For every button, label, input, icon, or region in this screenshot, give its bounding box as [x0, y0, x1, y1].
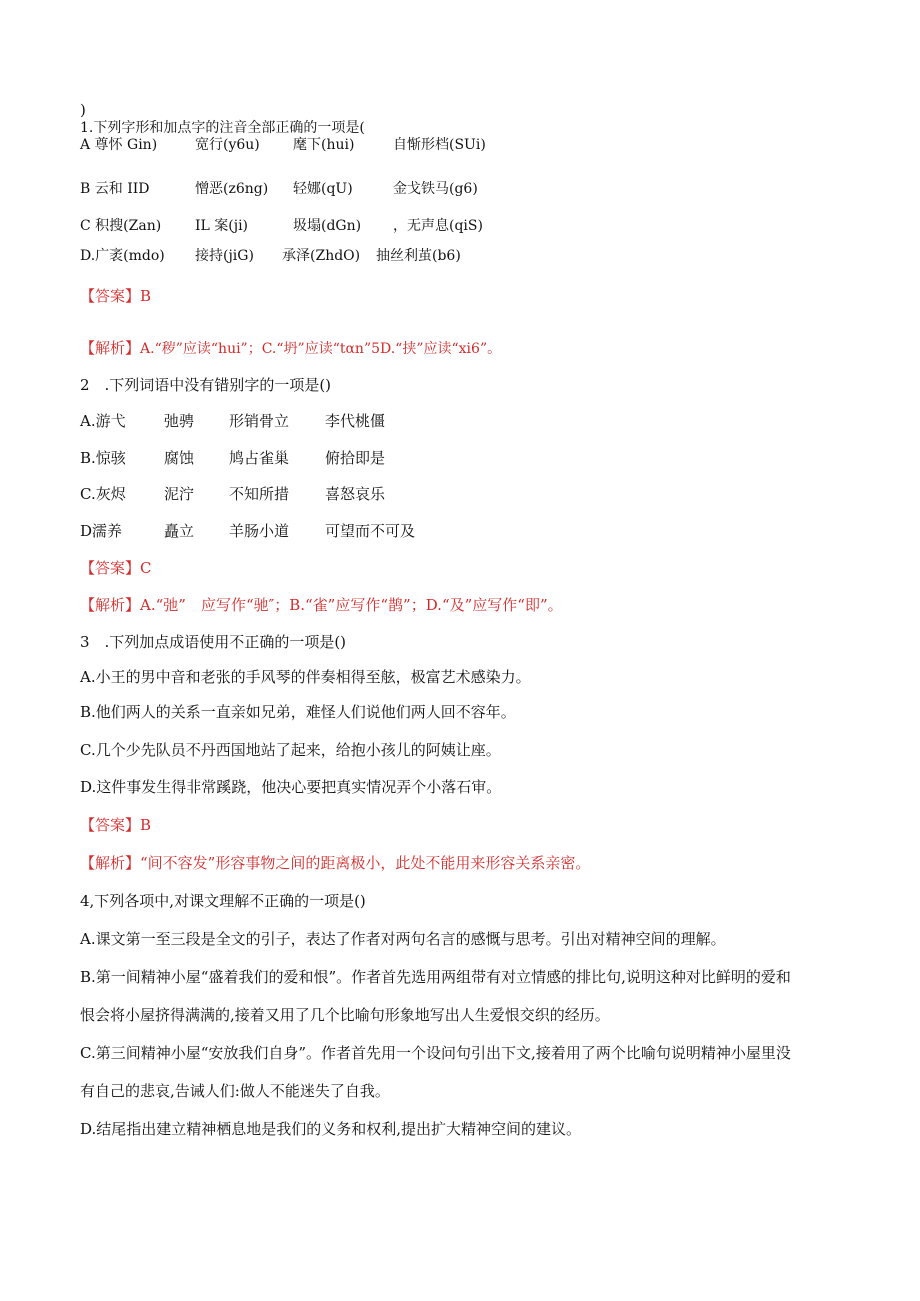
q4-line-c2: 有自己的悲哀,告诫人们:做人不能迷失了自我。	[80, 1082, 390, 1100]
q1-analysis-label: 【解析】	[80, 339, 141, 357]
q2-analysis-label: 【解析】	[80, 596, 141, 614]
q2-row-d-c3: 羊肠小道	[229, 522, 290, 540]
q2-answer	[80, 558, 152, 578]
q2-row-a-c1: A.游弋	[80, 412, 126, 430]
q4-line-c1: C.第三间精神小屋“安放我们自身”。作者首先用一个设问句引出下文,接着用了两个比喻句说明精神小屋里没	[80, 1044, 791, 1062]
q2-row-a-c4: 李代桃僵	[325, 412, 386, 430]
q1-row-d-c3: 承泽(ZhdO)	[282, 248, 361, 264]
q3-option-b: B.他们两人的关系一直亲如兄弟，难怪人们说他们两人回不容年。	[80, 703, 516, 721]
q2-stem: 2 .下列词语中没有错别字的一项是()	[80, 376, 332, 394]
q1-row-c-c4: ，无声息(qiS)	[393, 218, 483, 234]
q1-row-c-c2: IL 案(ji)	[195, 218, 249, 234]
q1-analysis	[80, 338, 501, 359]
q3-analysis	[80, 853, 590, 873]
q3-answer-label: 【答案】	[80, 816, 141, 834]
q2-row-a-c3: 形销骨立	[229, 412, 290, 430]
q3-option-a: A.小王的男中音和老张的手风琴的伴奏相得至舷，极富艺术感染力。	[80, 668, 531, 686]
q1-answer-label: 【答案】	[80, 287, 141, 305]
q4-stem: 4,下列各项中,对课文理解不正确的一项是()	[80, 892, 366, 910]
q2-row-b-c3: 鸠占雀巢	[229, 449, 290, 467]
q3-answer-value: B	[140, 816, 152, 834]
q2-row-d-c4: 可望而不可及	[325, 522, 416, 540]
q1-row-c-c3: 圾塌(dGn)	[293, 218, 362, 234]
q3-answer	[80, 815, 151, 835]
q4-line-d: D.结尾指出建立精神栖息地是我们的义务和权利,提出扩大精神空间的建议。	[80, 1120, 582, 1138]
q2-analysis	[80, 595, 563, 615]
q1-row-a-c2: 宽行(y6u)	[195, 137, 260, 153]
q4-line-a: A.课文第一至三段是全文的引子，表达了作者对两句名言的感慨与思考。引出对精神空间的理解。	[80, 930, 726, 948]
q2-row-b-c2: 腐蚀	[164, 449, 195, 467]
q2-row-d-c1: D濡养	[80, 522, 123, 540]
q4-line-b1: B.第一间精神小屋“盛着我们的爱和恨”。作者首先选用两组带有对立情感的排比句,说明这种对比鲜明的爱和	[80, 968, 791, 986]
q4-line-b2: 恨会将小屋挤得满满的,接着又用了几个比喻句形象地写出人生爱恨交织的经历。	[80, 1006, 610, 1024]
q2-row-c-c3: 不知所措	[229, 485, 290, 503]
q3-option-d: D.这件事发生得非常蹊跷，他决心要把真实情况弄个小落石审。	[80, 778, 502, 796]
q2-row-c-c4: 喜怒哀乐	[325, 485, 386, 503]
q1-row-b-c4: 金戈铁马(g6)	[393, 181, 478, 197]
q1-row-a-c1: A 尊怀 Gin)	[80, 137, 158, 153]
q3-analysis-text: “间不容发”形容事物之间的距离极小，此处不能用来形容关系亲密。	[140, 854, 591, 872]
q2-row-a-c2: 弛骋	[164, 412, 195, 430]
top-mark: )	[80, 101, 86, 119]
q1-row-b-c2: 憎恶(z6ng)	[195, 181, 269, 197]
q1-row-d-c2: 接持(jiG)	[195, 248, 254, 264]
q3-option-c: C.几个少先队员不丹西国地站了起来，给抱小孩儿的阿姨让座。	[80, 741, 501, 759]
q1-answer	[80, 286, 151, 306]
q1-analysis-text: A.“秽”应读“hui”；C.“坍”应读“tαn”5D.“挟”应读“xi6”。	[140, 341, 502, 357]
q1-row-b-c3: 轻娜(qU)	[293, 181, 353, 197]
q1-row-a-c3: 麾下(hui)	[293, 137, 355, 153]
q2-row-b-c4: 俯拾即是	[325, 449, 386, 467]
q2-analysis-text: A.“弛” 应写作“驰″；B.“雀”应写作“鹊”；D.“及”应写作“即”。	[140, 596, 563, 614]
q2-row-c-c1: C.灰烬	[80, 485, 126, 503]
q2-answer-value: C	[140, 559, 152, 577]
q1-row-d-c4: 抽丝利茧(b6)	[376, 248, 461, 264]
q2-row-c-c2: 泥泞	[164, 485, 195, 503]
q2-row-b-c1: B.惊骇	[80, 449, 126, 467]
q1-row-c-c1: C 积搜(Zan)	[80, 218, 162, 234]
q1-row-a-c4: 自惭形档(SUi)	[393, 137, 486, 153]
q1-stem: 1.下列字形和加点字的注音全部正确的一项是(	[80, 120, 365, 136]
q2-answer-label: 【答案】	[80, 559, 141, 577]
q1-row-d-c1: D.广袤(mdo)	[80, 248, 165, 264]
q3-analysis-label: 【解析】	[80, 854, 141, 872]
q2-row-d-c2: 矗立	[164, 522, 195, 540]
q1-answer-value: B	[140, 287, 152, 305]
q1-row-b-c1: B 云和 IID	[80, 181, 150, 197]
q3-stem: 3 .下列加点成语使用不正确的一项是()	[80, 633, 347, 651]
